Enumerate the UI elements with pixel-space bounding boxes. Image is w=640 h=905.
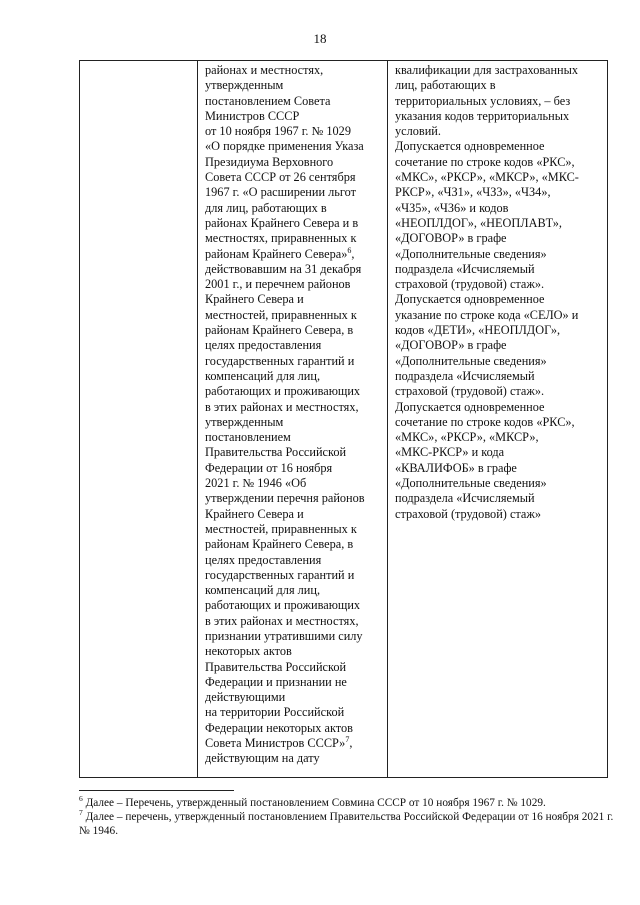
cell-text-line: «О порядке применения Указа <box>205 139 364 154</box>
footnote-ref-6: 6 <box>347 245 352 255</box>
cell-text-line: районах и местностях, <box>205 63 324 77</box>
footnotes <box>79 796 614 838</box>
footnote <box>79 796 614 810</box>
cell-text-line: «МКС», «РКСР», «МКСР», <box>395 430 539 445</box>
cell-text-line: указание по строке кода «СЕЛО» и <box>395 307 579 322</box>
cell-text-line: компенсаций для лиц, <box>205 368 321 383</box>
cell-text-line: Федерации и признании не <box>205 674 347 689</box>
cell-text-line: местностей, приравненных к <box>205 307 357 322</box>
cell-text-line: Допускается одновременное <box>395 139 545 154</box>
cell-text-line: «Дополнительные сведения» <box>395 246 547 261</box>
cell-text-line: Правительства Российской <box>205 659 347 674</box>
cell-text-line: указания кодов территориальных <box>395 108 570 123</box>
cell-text-line: 2001 г., и перечнем районов <box>205 277 351 292</box>
cell-text-line: государственных гарантий и <box>205 567 355 582</box>
document-table <box>79 60 608 778</box>
cell-text-line: утверждении перечня районов <box>205 491 365 506</box>
footnote-number: 7 <box>79 808 83 818</box>
cell-text-line: Правительства Российской <box>205 445 347 460</box>
cell-text-line: в этих районах и местностях, <box>205 399 359 414</box>
cell-text-line: утвержденным <box>205 78 284 93</box>
table-row <box>80 61 608 778</box>
cell-text-line: подраздела «Исчисляемый <box>395 261 535 276</box>
cell-text-line: 2021 г. № 1946 «Об <box>205 476 307 491</box>
cell-text-line: районах Крайнего Севера и в <box>205 215 359 230</box>
cell-text-line: «ЧЗ5», «ЧЗ6» и кодов <box>395 200 509 215</box>
cell-text-line: местностей, приравненных к <box>205 521 357 536</box>
cell-text-line: постановлением <box>205 430 291 445</box>
cell-text-line: территориальных условиях, – без <box>395 93 571 108</box>
cell-text-line: «МКС-РКСР» и кода <box>395 445 505 460</box>
cell-text-line: Совета Министров СССР»$^7$, <box>205 734 353 751</box>
cell-text-line: действующим на дату <box>205 751 320 766</box>
cell-text-line: Крайнего Севера и <box>205 506 304 521</box>
cell-text-line: работающих и проживающих <box>205 384 361 399</box>
cell-text-line: подраздела «Исчисляемый <box>395 491 535 506</box>
footnote-text: Далее – перечень, утвержденный постановлением Правительства Российской Федерации от 16 ноября 2021 г. № 1946. <box>79 811 614 837</box>
cell-text-line: сочетание по строке кодов «РКС», <box>395 154 575 169</box>
cell-text-line: подраздела «Исчисляемый <box>395 368 535 383</box>
cell-text-line: государственных гарантий и <box>205 353 355 368</box>
cell-text-line: районам Крайнего Севера, в <box>205 537 354 552</box>
table-cell-empty <box>80 61 198 778</box>
cell-text-line: «КВАЛИФОБ» в графе <box>395 460 517 475</box>
cell-text-line: некоторых актов <box>205 644 292 659</box>
cell-text-line: от 10 ноября 1967 г. № 1029 <box>205 124 351 139</box>
cell-text-line: лиц, работающих в <box>395 78 496 93</box>
cell-text-line: признании утратившими силу <box>205 628 363 643</box>
cell-text-line: РКСР», «ЧЗ1», «ЧЗ3», «ЧЗ4», <box>395 185 551 200</box>
cell-text-line: районам Крайнего Севера, в <box>205 323 354 338</box>
cell-text-line: страховой (трудовой) стаж». <box>395 277 545 292</box>
cell-text-line: Министров СССР <box>205 108 300 123</box>
cell-text-line: в этих районах и местностях, <box>205 613 359 628</box>
cell-text-line: страховой (трудовой) стаж» <box>395 506 542 521</box>
cell-text-line: компенсаций для лиц, <box>205 583 321 598</box>
cell-text-line: Федерации от 16 ноября <box>205 460 333 475</box>
cell-text-line: на территории Российской <box>205 705 345 720</box>
cell-text-line: районам Крайнего Севера»$^6$, <box>205 245 355 261</box>
cell-text-line: страховой (трудовой) стаж». <box>395 384 545 399</box>
footnote-number: 6 <box>79 794 83 804</box>
cell-text-line: действовавшим на 31 декабря <box>205 261 362 276</box>
cell-text-line: квалификации для застрахованных <box>395 63 579 77</box>
cell-text-line: местностях, приравненных к <box>205 231 357 246</box>
cell-text-line: целях предоставления <box>205 552 322 567</box>
cell-text-line: «Дополнительные сведения» <box>395 476 547 491</box>
cell-text-line: «Дополнительные сведения» <box>395 353 547 368</box>
cell-text-line: для лиц, работающих в <box>205 200 327 215</box>
cell-text-line: «НЕОПЛДОГ», «НЕОПЛАВТ», <box>395 215 562 230</box>
cell-text-line: сочетание по строке кодов «РКС», <box>395 414 575 429</box>
cell-text-line: утвержденным <box>205 414 284 429</box>
cell-text-line: целях предоставления <box>205 338 322 353</box>
cell-text-line: 1967 г. «О расширении льгот <box>205 185 356 200</box>
cell-text-line: работающих и проживающих <box>205 598 361 613</box>
footnote-text: Далее – Перечень, утвержденный постановлением Совмина СССР от 10 ноября 1967 г. № 1029. <box>85 797 546 809</box>
page-number: 18 <box>313 31 327 46</box>
cell-text-line: «ДОГОВОР» в графе <box>395 231 507 246</box>
footnote-divider <box>79 790 234 791</box>
table-cell-combination-rules <box>388 61 608 778</box>
cell-text-line: постановлением Совета <box>205 93 331 108</box>
cell-text-line: действующими <box>205 690 286 705</box>
cell-text-line: кодов «ДЕТИ», «НЕОПЛДОГ», <box>395 323 561 338</box>
footnote <box>79 810 614 838</box>
cell-text-line: «МКС», «РКСР», «МКСР», «МКС- <box>395 170 579 185</box>
cell-text-line: Допускается одновременное <box>395 399 545 414</box>
table-cell-territory-lists <box>198 61 388 778</box>
cell-text-line: Совета СССР от 26 сентября <box>205 170 356 185</box>
cell-text-line: условий. <box>395 124 441 139</box>
cell-text-line: Допускается одновременное <box>395 292 545 307</box>
cell-text-line: Президиума Верховного <box>205 154 334 169</box>
cell-text-line: «ДОГОВОР» в графе <box>395 338 507 353</box>
cell-text-line: Федерации некоторых актов <box>205 720 353 735</box>
footnote-ref-7: 7 <box>345 734 350 744</box>
cell-text-line: Крайнего Севера и <box>205 292 304 307</box>
